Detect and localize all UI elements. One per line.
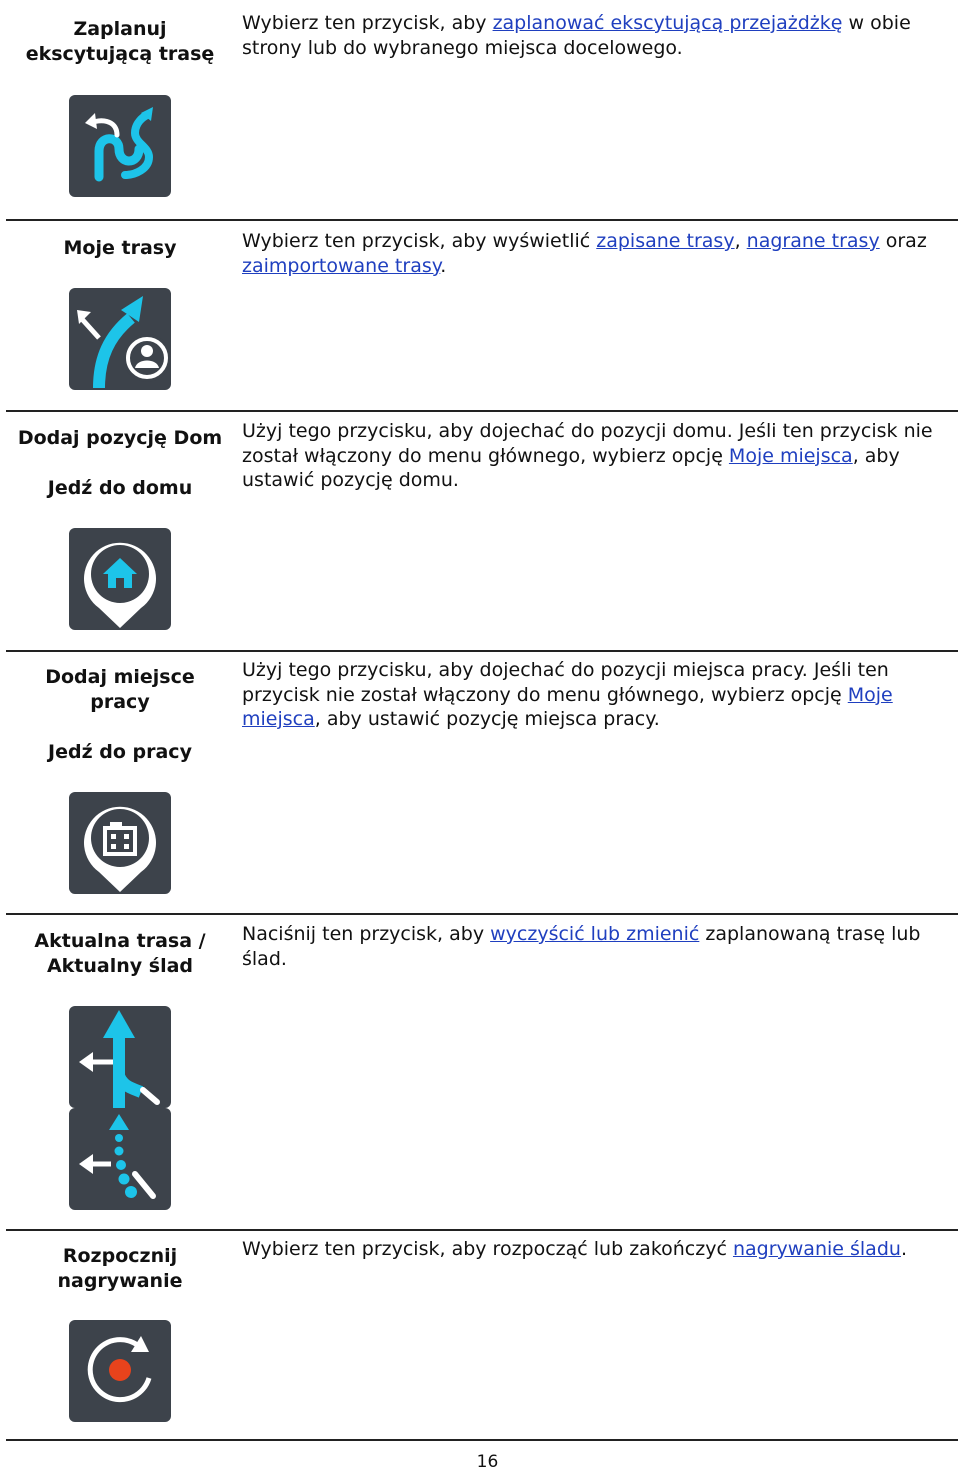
home-pin-icon[interactable] [69,528,171,630]
link-recorded-routes[interactable]: nagrane trasy [746,230,880,252]
link-clear-or-change[interactable]: wyczyścić lub zmienić [490,923,700,945]
link-imported-routes[interactable]: zaimportowane trasy [242,254,441,277]
row-divider [6,410,958,412]
row-label-home: Dodaj pozycję Dom Jedź do domu [17,427,223,499]
start-recording-icon[interactable] [69,1320,171,1422]
link-my-places[interactable]: Moje miejsca [242,683,893,730]
link-plan-thrilling-ride[interactable]: zaplanować ekscytującą przejażdżkę [492,12,843,34]
row-label-start-recording: Rozpocznij nagrywanie [57,1245,183,1292]
row-divider [6,650,958,652]
row-label-thrilling-route: Zaplanuj ekscytującą trasę [25,18,215,65]
row-label-my-routes: Moje trasy [63,237,177,259]
row-description: Wybierz ten przycisk, aby zaplanować ekscytującą przejażdżkę w obie strony lub do wybranego miejsca docelowego. [242,12,911,59]
current-route-icon[interactable] [69,1006,171,1108]
row-divider [6,1229,958,1231]
row-description: Naciśnij ten przycisk, aby wyczyścić lub zmienić zaplanowaną trasę lub ślad. [242,923,921,970]
my-routes-icon[interactable] [69,288,171,390]
row-divider [6,913,958,915]
link-track-recording[interactable]: nagrywanie śladu [732,1238,901,1260]
row-description: Użyj tego przycisku, aby dojechać do pozycji domu. Jeśli ten przycisk nie został włączony do menu głównego, wybierz opcję Moje miejsca, aby ustawić pozycję domu. [242,420,933,491]
row-description: Użyj tego przycisku, aby dojechać do pozycji miejsca pracy. Jeśli ten przycisk nie został włączony do menu głównego, wybierz opcję Moje miejsca, aby ustawić pozycję miejsca pracy. [242,659,893,730]
thrilling-route-icon[interactable] [69,95,171,197]
row-description: Wybierz ten przycisk, aby wyświetlić zapisane trasy, nagrane trasy oraz zaimportowane trasy. [242,230,927,277]
page-footer-divider [6,1439,958,1441]
current-track-icon[interactable] [69,1108,171,1210]
page-number: 16 [476,1452,499,1472]
work-pin-icon[interactable] [69,792,171,894]
row-label-work: Dodaj miejsce pracy Jedź do pracy [45,666,195,763]
row-description: Wybierz ten przycisk, aby rozpocząć lub zakończyć nagrywanie śladu. [242,1238,907,1260]
link-saved-routes[interactable]: zapisane trasy [596,230,735,252]
row-label-current-route: Aktualna trasa / Aktualny ślad [34,930,206,977]
row-divider [6,219,958,221]
link-my-places[interactable]: Moje miejsca [728,444,853,467]
